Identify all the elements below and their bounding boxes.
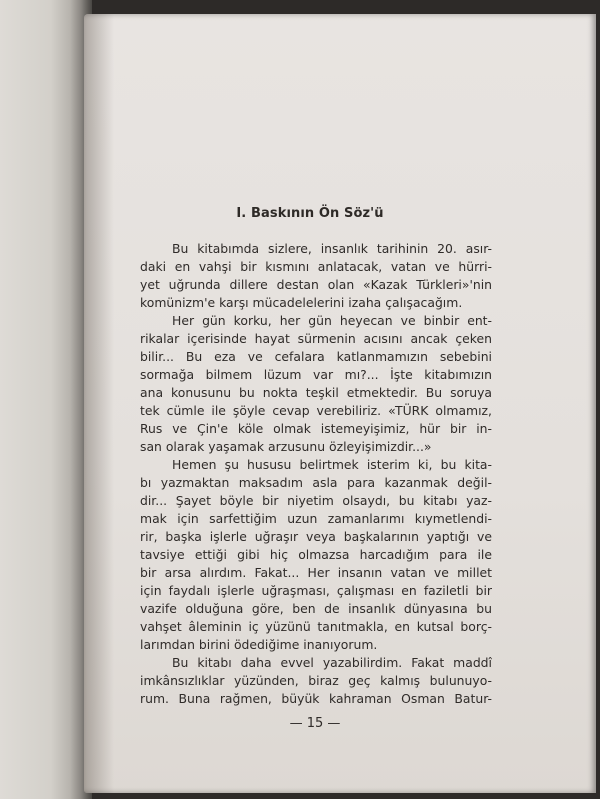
text-line: tek cümle ile şöyle cevap verebiliriz. «TÜRK olmamız, — [140, 403, 492, 418]
page-title: I. Baskının Ön Söz'ü — [236, 206, 384, 221]
text-line: vazife olduğuna göre, ben de insanlık dünyasına bu — [140, 601, 492, 616]
text-line: mak için sarfettiğim uzun zamanlarımı kıymetlendi- — [140, 511, 492, 526]
text-line: larımdan birini ödediğime inanıyorum. — [140, 637, 378, 652]
text-line: komünizm'e karşı mücadelelerini izaha çalışacağım. — [140, 295, 463, 310]
text-line: vahşet âleminin iç yüzünü tanıtmakla, en kutsal borç- — [140, 619, 492, 634]
text-line: ana konusunu bu nokta teşkil etmektedir. Bu soruya — [140, 385, 492, 400]
page-number: — 15 — — [289, 716, 341, 731]
text-line: sormağa bilmem lüzum var mı?... İşte kitabımızın — [140, 367, 492, 382]
text-line: yet uğrunda dillere destan olan «Kazak Türkleri»'nin — [140, 277, 492, 292]
text-line: rum. Buna rağmen, büyük kahraman Osman Batur- — [140, 691, 492, 706]
text-line: dir... Şayet böyle bir niyetim olsaydı, bu kitabı yaz- — [140, 493, 492, 508]
text-line: Bu kitabımda sizlere, insanlık tarihinin 20. asır- — [172, 241, 492, 256]
gutter-shadow — [84, 14, 114, 793]
text-line: Hemen şu hususu belirtmek isterim ki, bu kita- — [172, 457, 492, 472]
text-line: san olarak yaşamak arzusunu özleyişimizdir...» — [140, 439, 432, 454]
text-line: bı yazmaktan maksadım asla para kazanmak değil- — [140, 475, 492, 490]
text-line: daki en vahşi bir kısmını anlatacak, vatan ve hürri- — [140, 259, 492, 274]
text-line: için faydalı işlerle uğraşması, çalışması en faziletli bir — [140, 583, 492, 598]
text-line: bir arsa alırdım. Fakat... Her insanın vatan ve millet — [140, 565, 492, 580]
text-line: tavsiye ettiği gibi hiç olmazsa harcadığım para ile — [140, 547, 492, 562]
text-line: Rus ve Çin'e köle olmak istemeyişimiz, hür bir in- — [140, 421, 492, 436]
text-line: bilir... Bu eza ve cefalara katlanmamızın sebebini — [140, 349, 492, 364]
text-line: Bu kitabı daha evvel yazabilirdim. Fakat maddî — [172, 655, 492, 670]
text-line: rir, başka işlerle uğraşır veya başkalarının yaptığı ve — [140, 529, 492, 544]
text-line: rikalar içerisinde hayat sürmenin acısını ancak çeken — [140, 331, 492, 346]
text-line: imkânsızlıklar yüzünden, biraz geç kalmış bulunuyo- — [140, 673, 492, 688]
text-line: Her gün korku, her gün heyecan ve binbir ent- — [172, 313, 492, 328]
